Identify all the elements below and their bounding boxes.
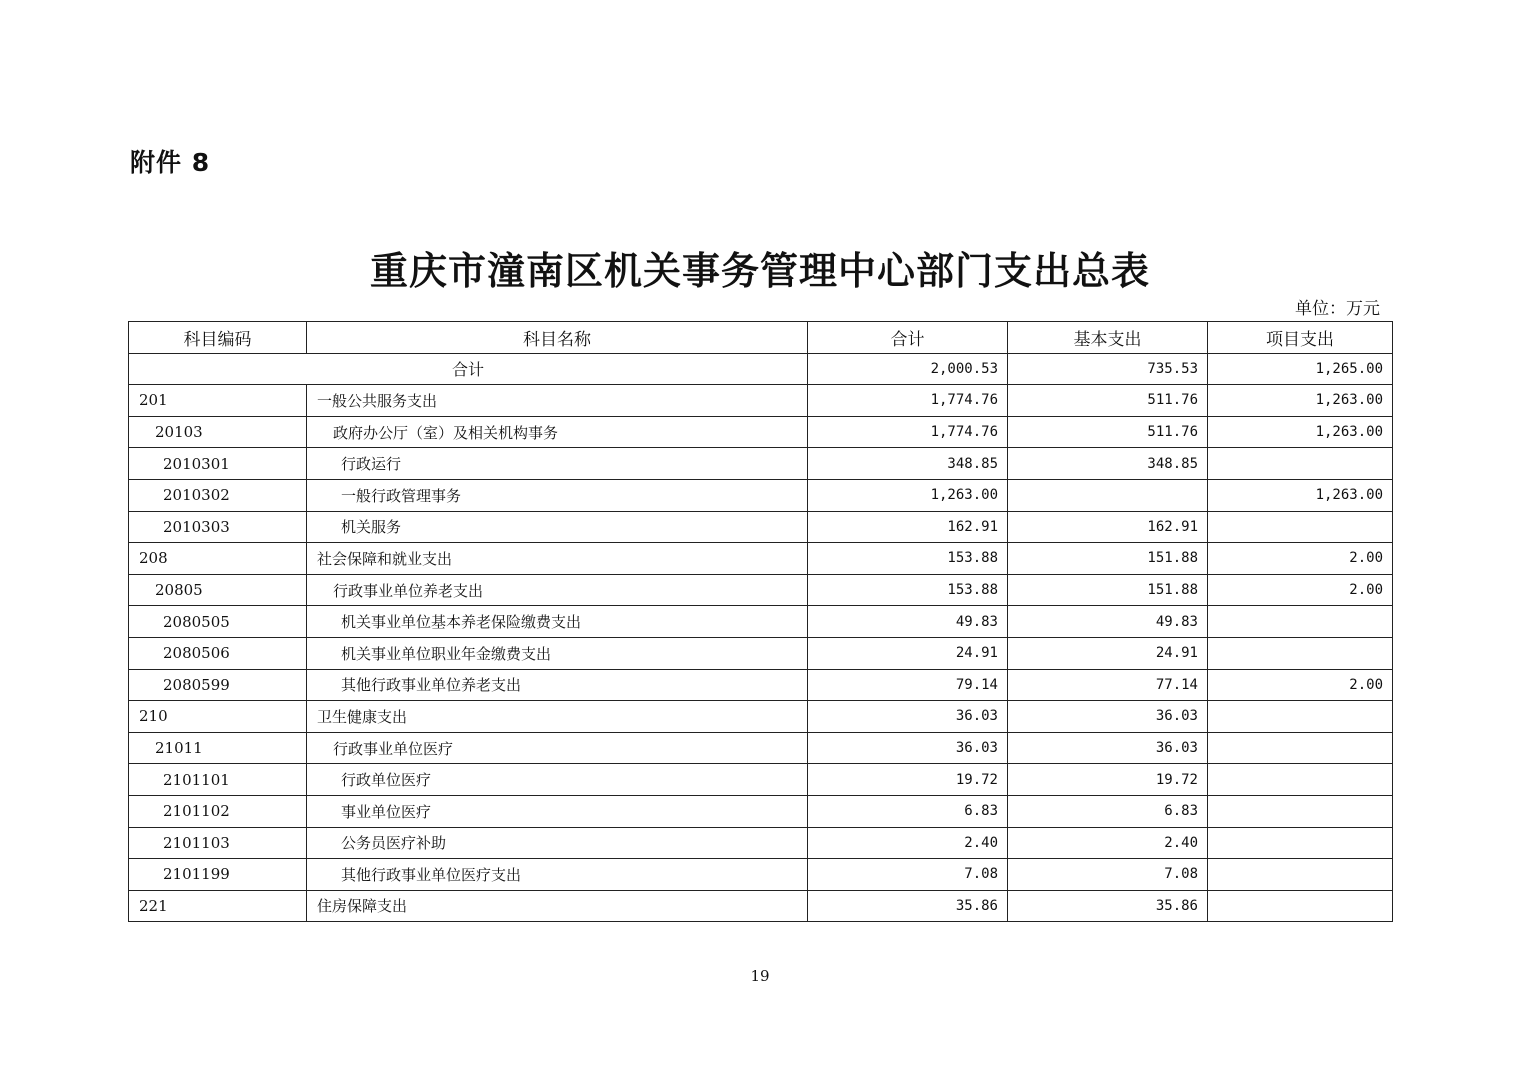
cell-name: 其他行政事业单位养老支出 bbox=[307, 669, 808, 701]
cell-project bbox=[1208, 890, 1393, 922]
cell-name: 机关事业单位职业年金缴费支出 bbox=[307, 637, 808, 669]
cell-project: 2.00 bbox=[1208, 669, 1393, 701]
cell-basic: 7.08 bbox=[1008, 859, 1208, 891]
table-row bbox=[129, 669, 1393, 701]
header-basic: 基本支出 bbox=[1008, 322, 1208, 354]
cell-code: 2101103 bbox=[129, 827, 307, 859]
cell-total: 36.03 bbox=[808, 732, 1008, 764]
cell-project bbox=[1208, 637, 1393, 669]
cell-project: 1,263.00 bbox=[1208, 385, 1393, 417]
cell-total: 1,774.76 bbox=[808, 416, 1008, 448]
cell-basic: 151.88 bbox=[1008, 574, 1208, 606]
cell-total: 24.91 bbox=[808, 637, 1008, 669]
summary-project: 1,265.00 bbox=[1208, 353, 1393, 385]
cell-basic bbox=[1008, 479, 1208, 511]
cell-name: 卫生健康支出 bbox=[307, 701, 808, 733]
cell-basic: 511.76 bbox=[1008, 416, 1208, 448]
table-row bbox=[129, 511, 1393, 543]
table-row bbox=[129, 385, 1393, 417]
table-header-row bbox=[129, 322, 1393, 354]
cell-name: 行政运行 bbox=[307, 448, 808, 480]
table-row bbox=[129, 574, 1393, 606]
cell-basic: 36.03 bbox=[1008, 701, 1208, 733]
header-code: 科目编码 bbox=[129, 322, 307, 354]
cell-code: 2010302 bbox=[129, 479, 307, 511]
cell-basic: 49.83 bbox=[1008, 606, 1208, 638]
cell-name: 一般行政管理事务 bbox=[307, 479, 808, 511]
cell-code: 20103 bbox=[129, 416, 307, 448]
cell-name: 一般公共服务支出 bbox=[307, 385, 808, 417]
cell-code: 2080506 bbox=[129, 637, 307, 669]
page-title: 重庆市潼南区机关事务管理中心部门支出总表 bbox=[369, 249, 1150, 293]
cell-project: 1,263.00 bbox=[1208, 479, 1393, 511]
cell-total: 35.86 bbox=[808, 890, 1008, 922]
table-row bbox=[129, 764, 1393, 796]
header-project: 项目支出 bbox=[1208, 322, 1393, 354]
table-row bbox=[129, 606, 1393, 638]
cell-total: 1,263.00 bbox=[808, 479, 1008, 511]
table-row bbox=[129, 827, 1393, 859]
cell-code: 2010303 bbox=[129, 511, 307, 543]
cell-total: 36.03 bbox=[808, 701, 1008, 733]
table-row bbox=[129, 732, 1393, 764]
table-row bbox=[129, 795, 1393, 827]
cell-name: 行政事业单位养老支出 bbox=[307, 574, 808, 606]
cell-basic: 348.85 bbox=[1008, 448, 1208, 480]
cell-project bbox=[1208, 732, 1393, 764]
cell-name: 机关服务 bbox=[307, 511, 808, 543]
expenditure-table bbox=[128, 321, 1393, 922]
cell-basic: 24.91 bbox=[1008, 637, 1208, 669]
cell-name: 社会保障和就业支出 bbox=[307, 543, 808, 575]
cell-project: 2.00 bbox=[1208, 543, 1393, 575]
cell-basic: 2.40 bbox=[1008, 827, 1208, 859]
cell-name: 住房保障支出 bbox=[307, 890, 808, 922]
cell-total: 19.72 bbox=[808, 764, 1008, 796]
table-row bbox=[129, 479, 1393, 511]
table-row bbox=[129, 859, 1393, 891]
cell-total: 348.85 bbox=[808, 448, 1008, 480]
cell-total: 49.83 bbox=[808, 606, 1008, 638]
cell-project bbox=[1208, 511, 1393, 543]
cell-total: 153.88 bbox=[808, 543, 1008, 575]
cell-project: 1,263.00 bbox=[1208, 416, 1393, 448]
cell-code: 2080505 bbox=[129, 606, 307, 638]
cell-project: 2.00 bbox=[1208, 574, 1393, 606]
cell-code: 210 bbox=[129, 701, 307, 733]
cell-basic: 77.14 bbox=[1008, 669, 1208, 701]
table-row bbox=[129, 890, 1393, 922]
summary-label: 合计 bbox=[129, 353, 808, 385]
cell-code: 2080599 bbox=[129, 669, 307, 701]
cell-total: 7.08 bbox=[808, 859, 1008, 891]
cell-code: 2101199 bbox=[129, 859, 307, 891]
cell-basic: 19.72 bbox=[1008, 764, 1208, 796]
cell-code: 20805 bbox=[129, 574, 307, 606]
cell-basic: 6.83 bbox=[1008, 795, 1208, 827]
header-name: 科目名称 bbox=[307, 322, 808, 354]
summary-basic: 735.53 bbox=[1008, 353, 1208, 385]
cell-code: 21011 bbox=[129, 732, 307, 764]
table-row bbox=[129, 448, 1393, 480]
cell-code: 2010301 bbox=[129, 448, 307, 480]
cell-total: 1,774.76 bbox=[808, 385, 1008, 417]
table-row bbox=[129, 543, 1393, 575]
table-row bbox=[129, 701, 1393, 733]
cell-total: 162.91 bbox=[808, 511, 1008, 543]
page-number: 19 bbox=[750, 967, 770, 985]
cell-total: 2.40 bbox=[808, 827, 1008, 859]
cell-project bbox=[1208, 448, 1393, 480]
cell-name: 机关事业单位基本养老保险缴费支出 bbox=[307, 606, 808, 638]
cell-total: 79.14 bbox=[808, 669, 1008, 701]
table-row bbox=[129, 637, 1393, 669]
cell-project bbox=[1208, 606, 1393, 638]
cell-total: 153.88 bbox=[808, 574, 1008, 606]
cell-name: 行政事业单位医疗 bbox=[307, 732, 808, 764]
cell-basic: 151.88 bbox=[1008, 543, 1208, 575]
summary-row bbox=[129, 353, 1393, 385]
attachment-label: 附件 8 bbox=[130, 148, 211, 177]
cell-code: 2101101 bbox=[129, 764, 307, 796]
header-total: 合计 bbox=[808, 322, 1008, 354]
cell-name: 行政单位医疗 bbox=[307, 764, 808, 796]
cell-total: 6.83 bbox=[808, 795, 1008, 827]
cell-basic: 35.86 bbox=[1008, 890, 1208, 922]
cell-name: 其他行政事业单位医疗支出 bbox=[307, 859, 808, 891]
cell-project bbox=[1208, 701, 1393, 733]
cell-name: 公务员医疗补助 bbox=[307, 827, 808, 859]
cell-project bbox=[1208, 764, 1393, 796]
cell-name: 事业单位医疗 bbox=[307, 795, 808, 827]
cell-code: 2101102 bbox=[129, 795, 307, 827]
unit-label: 单位：万元 bbox=[1295, 299, 1380, 319]
cell-project bbox=[1208, 795, 1393, 827]
cell-code: 221 bbox=[129, 890, 307, 922]
cell-code: 201 bbox=[129, 385, 307, 417]
cell-project bbox=[1208, 859, 1393, 891]
cell-project bbox=[1208, 827, 1393, 859]
cell-code: 208 bbox=[129, 543, 307, 575]
cell-name: 政府办公厅（室）及相关机构事务 bbox=[307, 416, 808, 448]
table-row bbox=[129, 416, 1393, 448]
cell-basic: 162.91 bbox=[1008, 511, 1208, 543]
cell-basic: 36.03 bbox=[1008, 732, 1208, 764]
summary-total: 2,000.53 bbox=[808, 353, 1008, 385]
cell-basic: 511.76 bbox=[1008, 385, 1208, 417]
